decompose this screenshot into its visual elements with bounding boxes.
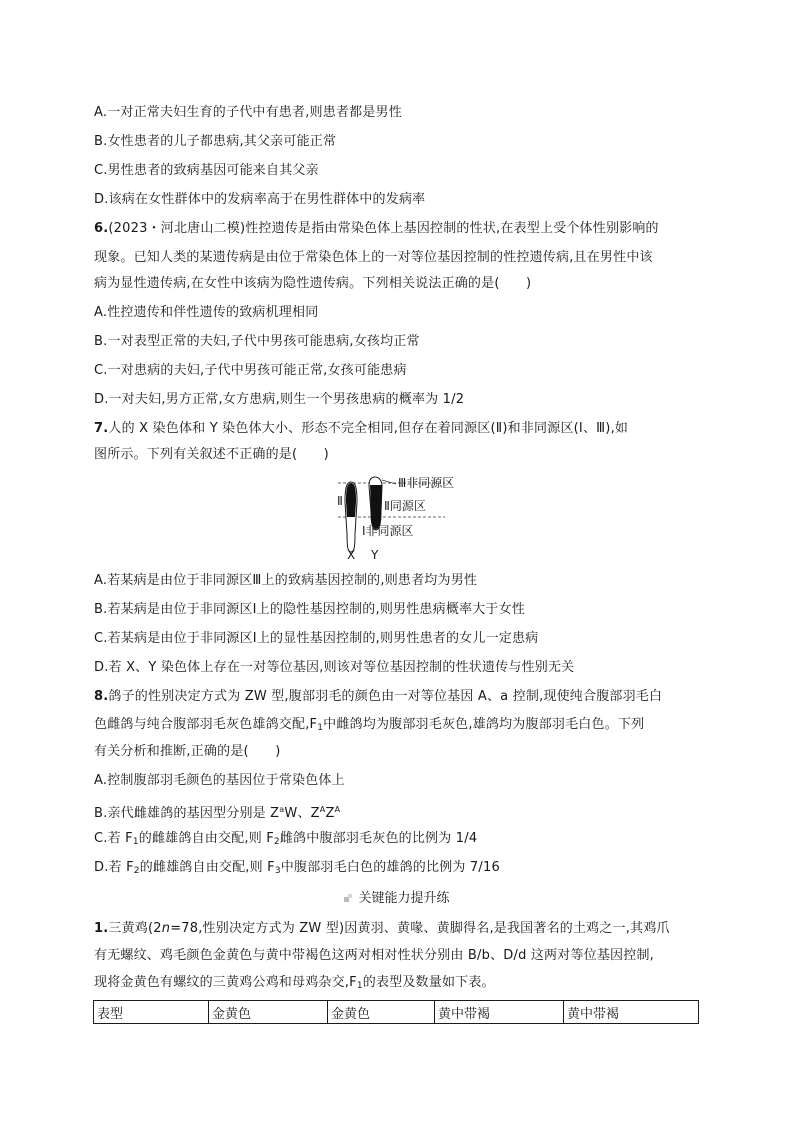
label-ii-homologous: Ⅱ同源区 bbox=[384, 499, 426, 513]
q7-option-d: D.若 X、Y 染色体上存在一对等位基因,则该对等位基因控制的性状遗传与性别无关 bbox=[94, 660, 575, 675]
q6-stem-line1 bbox=[94, 220, 659, 237]
q6-option-b: B.一对表型正常的夫妇,子代中男孩可能患病,女孩均正常 bbox=[94, 334, 420, 349]
xy-chromosome-figure bbox=[330, 472, 490, 564]
q8-number: 8. bbox=[94, 689, 109, 704]
q5-option-d: D.该病在女性群体中的发病率高于在男性群体中的发病率 bbox=[94, 192, 426, 207]
q7-option-b: B.若某病是由位于非同源区Ⅰ上的隐性基因控制的,则男性患病概率大于女性 bbox=[94, 602, 526, 617]
phenotype-table bbox=[93, 1000, 699, 1024]
q8-d-sub2: 3 bbox=[274, 866, 281, 876]
table-header-cell: 黄中带褐 bbox=[435, 1001, 564, 1024]
q8-d-part3: 中腹部羽毛白色的雄鸽的比例为 7/16 bbox=[280, 860, 500, 875]
q8-stem-line3: 有关分析和推断,正确的是( ) bbox=[94, 744, 281, 759]
section-title: 关键能力提升练 bbox=[358, 891, 450, 906]
q8-option-b bbox=[94, 801, 340, 822]
q8-b-part1: B.亲代雌雄鸽的基因型分别是 Z bbox=[94, 806, 280, 821]
q7-number: 7. bbox=[94, 421, 109, 436]
section-heading bbox=[0, 890, 794, 907]
q7-option-c: C.若某病是由位于非同源区Ⅰ上的显性基因控制的,则男性患者的女儿一定患病 bbox=[94, 631, 539, 646]
q8-option-a: A.控制腹部羽毛颜色的基因位于常染色体上 bbox=[94, 773, 345, 788]
q5-option-c: C.男性患者的致病基因可能来自其父亲 bbox=[94, 163, 319, 178]
y-homologous-region bbox=[370, 485, 382, 529]
q5-option-a: A.一对正常夫妇生育的子代中有患者,则患者都是男性 bbox=[94, 105, 402, 120]
label-ii-left: Ⅱ bbox=[337, 494, 343, 508]
label-iii-nonhomologous: Ⅲ非同源区 bbox=[398, 476, 455, 490]
table-header-cell: 表型 bbox=[94, 1001, 209, 1024]
p1-text-3b: 的表型及数量如下表。 bbox=[362, 975, 495, 990]
label-y: Y bbox=[371, 548, 379, 562]
table-header-cell: 金黄色 bbox=[209, 1001, 328, 1024]
label-i-nonhomologous: Ⅰ非同源区 bbox=[362, 524, 414, 538]
q8-c-part2: 的雌雄鸽自由交配,则 F bbox=[138, 831, 274, 846]
q6-number: 6. bbox=[94, 221, 109, 236]
q8-c-part1: C.若 F bbox=[94, 831, 133, 846]
p1-text-1b: =78,性别决定方式为 ZW 型)因黄羽、黄喙、黄脚得名,是我国著名的土鸡之一,其鸡爪 bbox=[170, 921, 670, 936]
q8-b-sup1: a bbox=[279, 805, 285, 814]
p1-stem-line2: 有无螺纹、鸡毛颜色金黄色与黄中带褐色这两对相对性状分别由 B/b、D/d 这两对等位基因控制, bbox=[94, 948, 654, 963]
q7-stem-line1 bbox=[94, 420, 628, 437]
q6-option-d: D.一对夫妇,男方正常,女方患病,则生一个男孩患病的概率为 1/2 bbox=[94, 392, 465, 407]
q8-text-2a: 色雌鸽与纯合腹部羽毛灰色雄鸽交配,F bbox=[94, 717, 318, 732]
q8-c-part3: 雌鸽中腹部羽毛灰色的比例为 1/4 bbox=[279, 831, 478, 846]
p1-stem-line3 bbox=[94, 974, 495, 995]
table-header-cell: 金黄色 bbox=[328, 1001, 435, 1024]
q7-option-a: A.若某病是由位于非同源区Ⅲ上的致病基因控制的,则患者均为男性 bbox=[94, 573, 478, 588]
p1-text-3a: 现将金黄色有螺纹的三黄鸡公鸡和母鸡杂交,F bbox=[94, 975, 357, 990]
q8-text-1: 鸽子的性别决定方式为 ZW 型,腹部羽毛的颜色由一对等位基因 A、a 控制,现使纯合腹部羽毛白 bbox=[108, 689, 663, 704]
q8-b-part2: W、Z bbox=[284, 806, 320, 821]
p1-stem-line1 bbox=[94, 920, 670, 937]
q8-option-d bbox=[94, 859, 500, 880]
q8-c-sub2: 2 bbox=[273, 837, 280, 847]
q8-text-2b: 中雌鸽均为腹部羽毛灰色,雄鸽均为腹部羽毛白色。下列 bbox=[323, 717, 645, 732]
table-header-row bbox=[94, 1001, 699, 1024]
q8-c-sub1: 1 bbox=[132, 837, 139, 847]
q6-text-1: (2023・河北唐山二模)性控遗传是指由常染色体上基因控制的性状,在表型上受个体性别影响的 bbox=[108, 221, 659, 236]
q5-option-b: B.女性患者的儿子都患病,其父亲可能正常 bbox=[94, 134, 337, 149]
q8-sub-f1: 1 bbox=[317, 723, 324, 733]
x-homologous-region bbox=[346, 483, 356, 517]
q8-stem-line2 bbox=[94, 716, 644, 737]
q8-b-sup2: A bbox=[319, 805, 326, 814]
q6-stem-line3: 病为显性遗传病,在女性中该病为隐性遗传病。下列相关说法正确的是( ) bbox=[94, 276, 532, 291]
q8-d-part1: D.若 F bbox=[94, 860, 134, 875]
p1-text-1a: 三黄鸡(2 bbox=[108, 921, 162, 936]
q6-option-c: C.一对患病的夫妇,子代中男孩可能正常,女孩可能患病 bbox=[94, 363, 407, 378]
q8-d-sub1: 2 bbox=[133, 866, 140, 876]
q8-d-part2: 的雌雄鸽自由交配,则 F bbox=[139, 860, 275, 875]
p1-sub-f1: 1 bbox=[356, 981, 363, 991]
table-header-cell: 黄中带褐 bbox=[564, 1001, 699, 1024]
q8-option-c bbox=[94, 830, 477, 851]
q8-stem-line1 bbox=[94, 688, 662, 705]
q6-option-a: A.性控遗传和伴性遗传的致病机理相同 bbox=[94, 305, 319, 320]
q8-b-part3: Z bbox=[325, 806, 335, 821]
q8-b-sup3: A bbox=[334, 805, 341, 814]
p1-number: 1. bbox=[94, 921, 109, 936]
label-x: X bbox=[347, 548, 356, 562]
section-decor-icon bbox=[344, 893, 356, 903]
p1-italic-n: n bbox=[161, 921, 171, 936]
q7-text-1: 人的 X 染色体和 Y 染色体大小、形态不完全相同,但存在着同源区(Ⅱ)和非同源区(Ⅰ、Ⅲ),如 bbox=[108, 421, 629, 436]
q6-stem-line2: 现象。已知人类的某遗传病是由位于常染色体上的一对等位基因控制的性控遗传病,且在男性中该 bbox=[94, 250, 653, 265]
q7-stem-line2: 图所示。下列有关叙述不正确的是( ) bbox=[94, 447, 329, 462]
